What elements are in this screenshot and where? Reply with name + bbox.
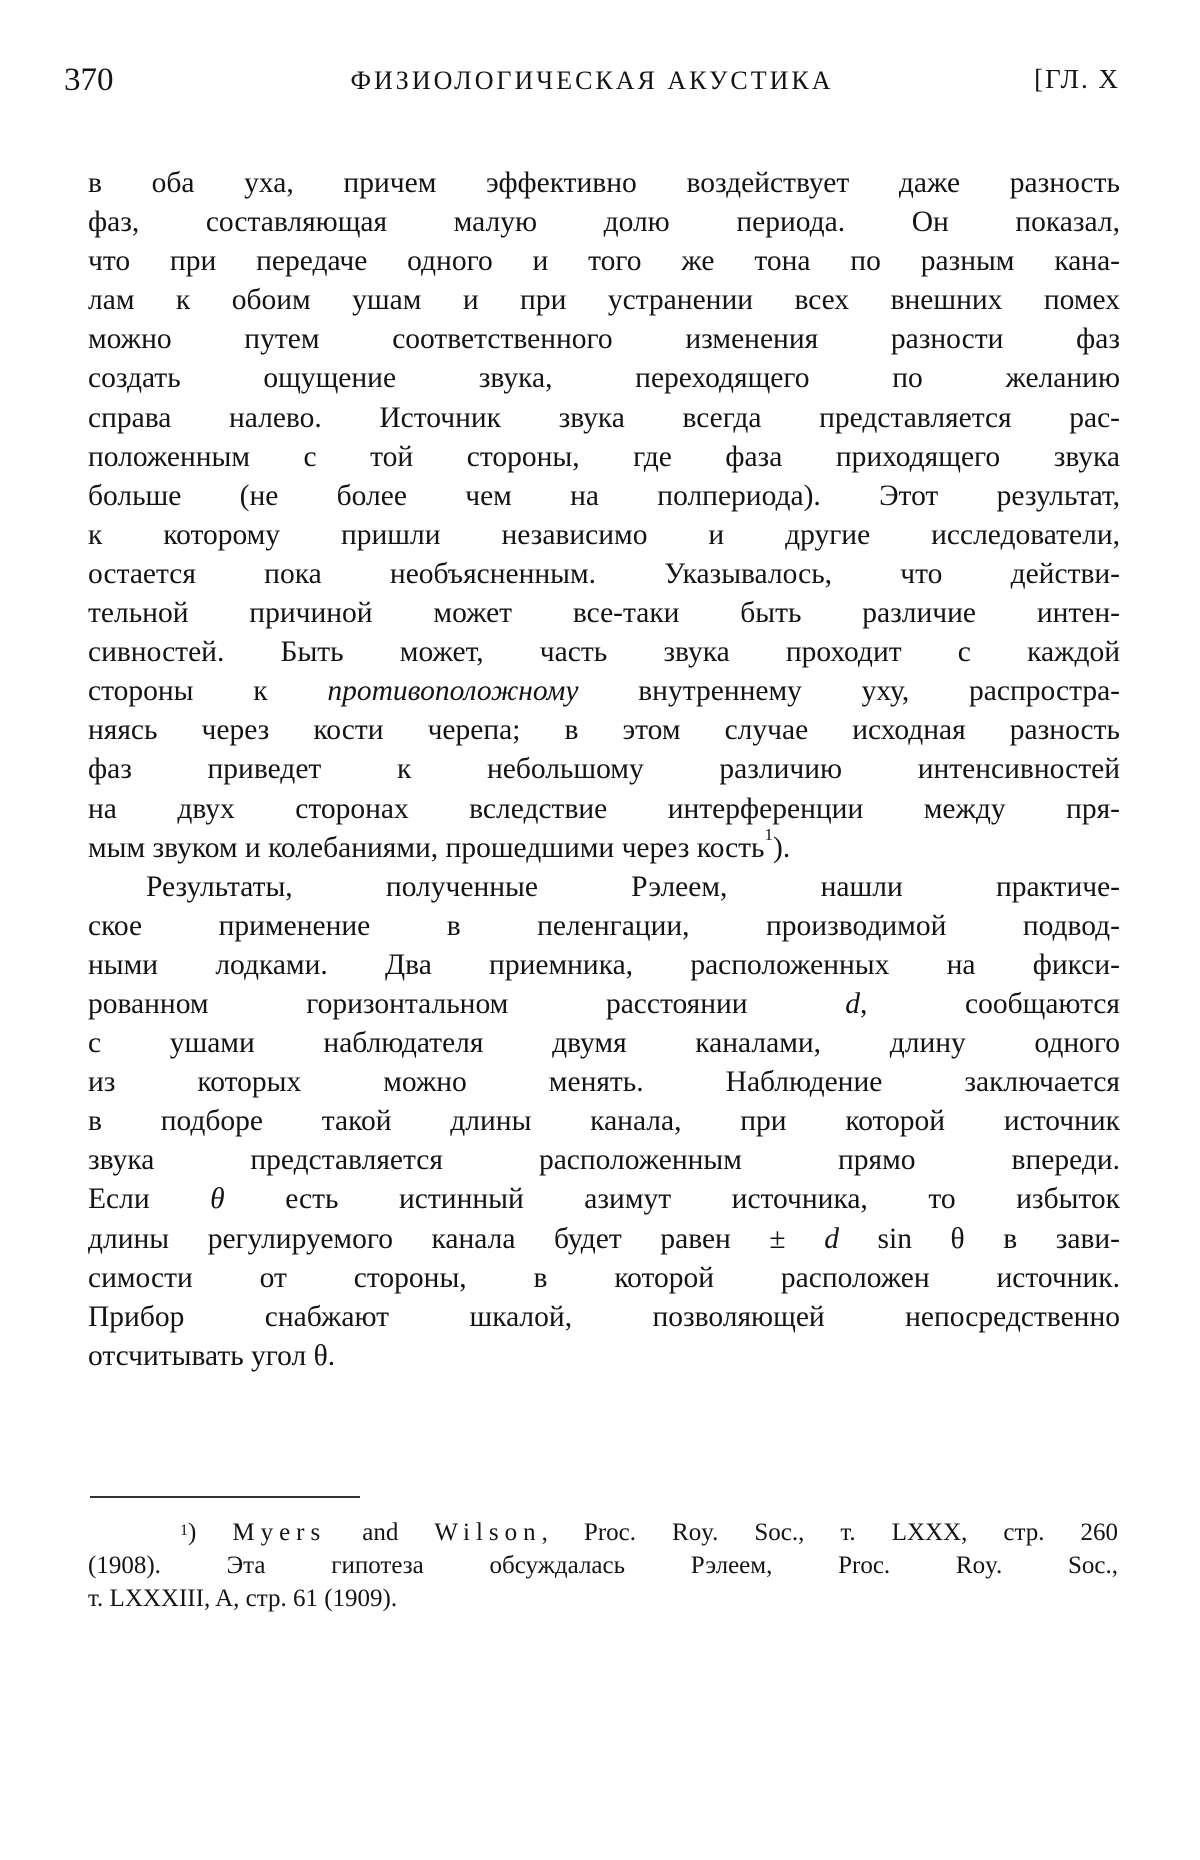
italic-word: противоположному (327, 675, 579, 708)
text-fragment: sin θ в зави- (838, 1222, 1121, 1255)
text-line-with-variable (88, 985, 1120, 1024)
text-fragment: мым звуком и колебаниями, прошедшими через кость (88, 831, 765, 864)
main-text (88, 164, 1120, 1376)
text-line: фаз, составляющая малую долю периода. Он показал, (88, 206, 1120, 239)
text-line: можно путем соответственного изменения разности фаз (88, 323, 1120, 356)
plus-minus-sign: ± (769, 1222, 786, 1255)
text-fragment: ). (773, 831, 791, 864)
variable-theta: θ (210, 1183, 225, 1216)
footnote-marker: 1 (180, 1522, 188, 1539)
text-line: Результаты, полученные Рэлеем, нашли практиче- (146, 870, 1120, 903)
text-line-with-variable (88, 1180, 1120, 1219)
page-number: 370 (64, 62, 114, 98)
text-line-italic-phrase (88, 672, 1120, 711)
footnote-line: (1908). Эта гипотеза обсуждалась Рэлеем, Proc. Roy. Soc., (88, 1552, 1118, 1579)
text-line: из которых можно менять. Наблюдение заключается (88, 1066, 1120, 1099)
conjunction: and (362, 1519, 399, 1546)
text-line: больше (не более чем на полпериода). Этот результат, (88, 479, 1120, 512)
author-name: Wilson (434, 1519, 542, 1546)
text-line: на двух сторонах вследствие интерференции между пря- (88, 792, 1120, 825)
page-header (64, 62, 1120, 112)
text-line: няясь через кости черепа; в этом случае исходная разность (88, 714, 1120, 747)
text-line: звука представляется расположенным прямо впереди. (88, 1144, 1120, 1177)
footnote-line (88, 1516, 1118, 1549)
text-line: остается пока необъясненным. Указывалось, что действи- (88, 557, 1120, 590)
text-line: лам к обоим ушам и при устранении всех внешних помех (88, 284, 1120, 317)
text-fragment: есть истинный азимут источника, то избыток (224, 1183, 1120, 1216)
text-fragment: рованном горизонтальном расстоянии (88, 987, 846, 1020)
text-line: к которому пришли независимо и другие исследователи, (88, 518, 1120, 551)
text-line: тельной причиной может все-таки быть различие интен- (88, 597, 1120, 630)
text-fragment: внутреннему уху, распростра- (578, 675, 1120, 708)
text-fragment: , сообщаются (860, 987, 1120, 1020)
text-line: отсчитывать угол θ. (88, 1339, 336, 1372)
footnote (88, 1516, 1118, 1615)
text-line: в оба уха, причем эффективно воздействует даже разность (88, 167, 1120, 199)
text-fragment: стороны к (88, 675, 328, 708)
chapter-label: [ГЛ. X (1034, 64, 1120, 94)
text-line: в подборе такой длины канала, при которой источник (88, 1105, 1120, 1138)
text-line: что при передаче одного и того же тона по разным кана- (88, 245, 1120, 278)
text-line: симости от стороны, в которой расположен источник. (88, 1261, 1120, 1294)
text-fragment: Если (88, 1183, 211, 1216)
author-name: Myers (232, 1519, 327, 1546)
text-line: сивностей. Быть может, часть звука проходит с каждой (88, 636, 1120, 669)
text-line: ными лодками. Два приемника, расположенных на фикси- (88, 948, 1120, 981)
text-line: Прибор снабжают шкалой, позволяющей непосредственно (88, 1300, 1120, 1333)
text-line: создать ощущение звука, переходящего по желанию (88, 362, 1120, 395)
footnote-line: т. LXXXIII, A, стр. 61 (1909). (88, 1585, 398, 1612)
text-line-with-formula (88, 1220, 1120, 1259)
footnote-divider (90, 1496, 360, 1498)
footnote-marker-close: ) (188, 1519, 197, 1546)
citation-text: , Proc. Roy. Soc., т. LXXX, стр. 260 (541, 1519, 1119, 1546)
text-line: ское применение в пеленгации, производимой подвод- (88, 909, 1120, 942)
text-line: фаз приведет к небольшому различию интенсивностей (88, 753, 1120, 786)
footnote-ref: 1 (764, 824, 774, 844)
text-line: положенным с той стороны, где фаза приходящего звука (88, 440, 1120, 473)
variable-d: d (824, 1222, 839, 1255)
text-line: справа налево. Источник звука всегда представляется рас- (88, 401, 1120, 434)
text-fragment: длины регулируемого канала будет равен (88, 1222, 770, 1255)
running-title: ФИЗИОЛОГИЧЕСКАЯ АКУСТИКА (350, 66, 834, 95)
variable-d: d (845, 987, 860, 1020)
text-line-with-footnote-ref (88, 824, 1120, 868)
text-line: с ушами наблюдателя двумя каналами, длину одного (88, 1027, 1120, 1060)
